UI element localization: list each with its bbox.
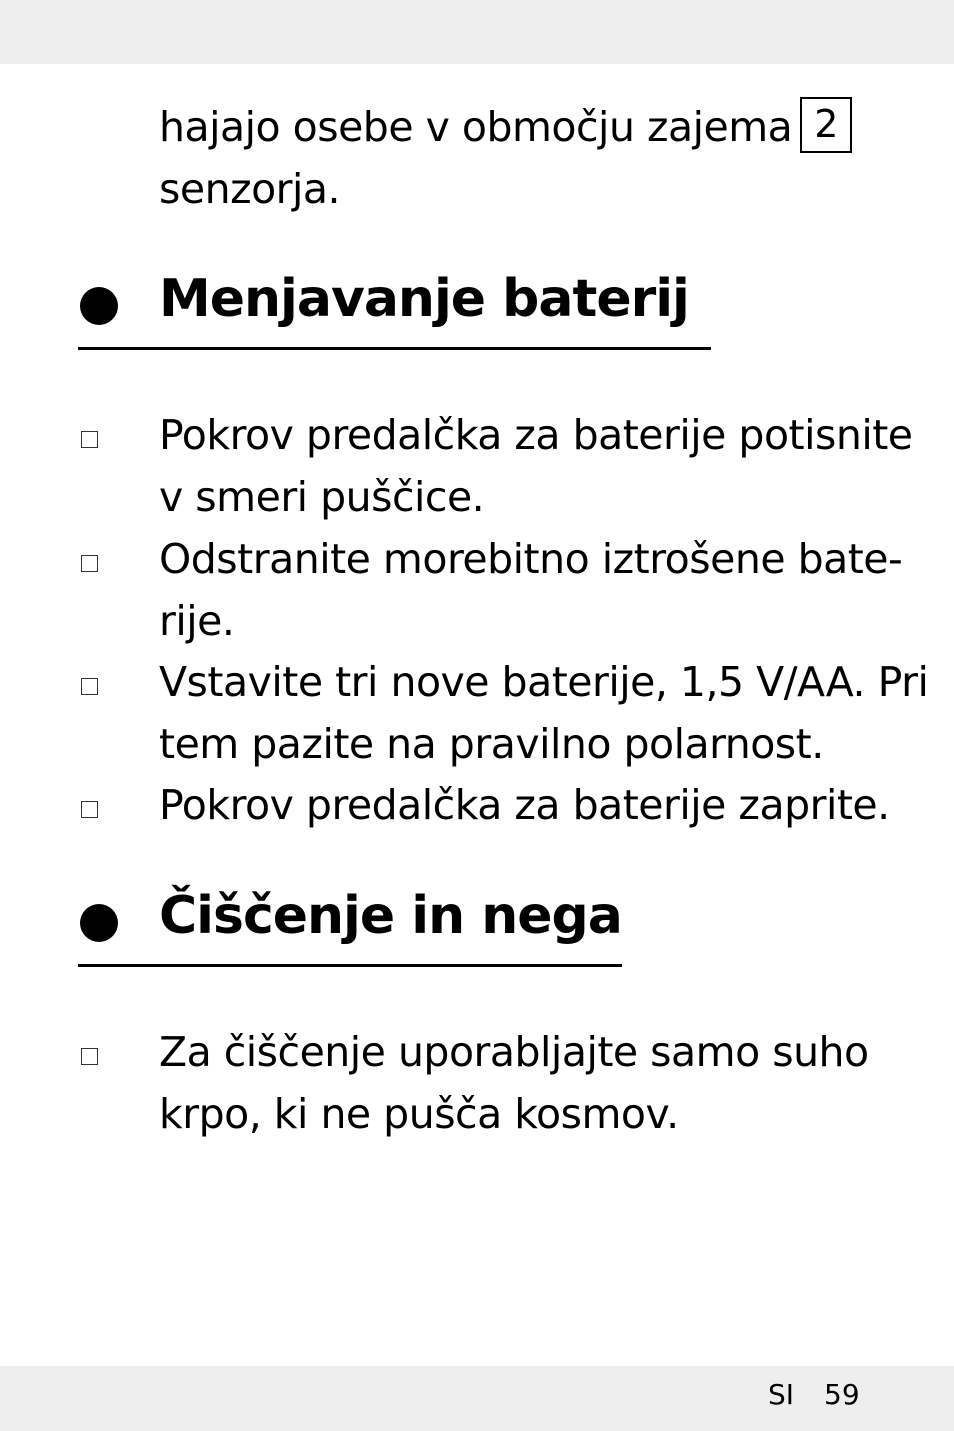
page-footer-band xyxy=(0,1366,954,1431)
intro-line-2: senzorja. xyxy=(159,165,341,213)
reference-number-box: 2 xyxy=(800,97,852,153)
checkbox-bullet-icon xyxy=(81,1048,98,1065)
list-item-line: Pokrov predalčka za baterije zaprite. xyxy=(159,781,890,829)
bullet-dot-icon xyxy=(80,904,118,942)
list-item-line: rije. xyxy=(159,597,235,645)
list-item-line: krpo, ki ne pušča kosmov. xyxy=(159,1090,679,1138)
section-heading-cleaning xyxy=(78,886,622,967)
footer-page-number: 59 xyxy=(824,1378,860,1411)
checkbox-bullet-icon xyxy=(81,678,98,695)
list-item-line: v smeri puščice. xyxy=(159,473,485,521)
checkbox-bullet-icon xyxy=(81,801,98,818)
checkbox-bullet-icon xyxy=(81,555,98,572)
intro-text: hajajo osebe v območju zajema xyxy=(159,103,793,151)
section-title: Čiščenje in nega xyxy=(159,886,622,946)
list-item-line: Za čiščenje uporabljajte samo suho xyxy=(159,1028,869,1076)
list-item-line: Vstavite tri nove baterije, 1,5 V/AA. Pri xyxy=(159,658,929,706)
footer-language-code: SI xyxy=(768,1378,795,1411)
section-title: Menjavanje baterij xyxy=(159,269,689,329)
bullet-dot-icon xyxy=(80,287,118,325)
section-heading-battery xyxy=(78,269,711,350)
intro-line-1 xyxy=(159,96,852,158)
checkbox-bullet-icon xyxy=(81,431,98,448)
page-top-band xyxy=(0,0,954,64)
list-item-line: tem pazite na pravilno polarnost. xyxy=(159,720,824,768)
list-item-line: Pokrov predalčka za baterije potisnite xyxy=(159,411,913,459)
list-item-line: Odstranite morebitno iztrošene bate- xyxy=(159,535,903,583)
